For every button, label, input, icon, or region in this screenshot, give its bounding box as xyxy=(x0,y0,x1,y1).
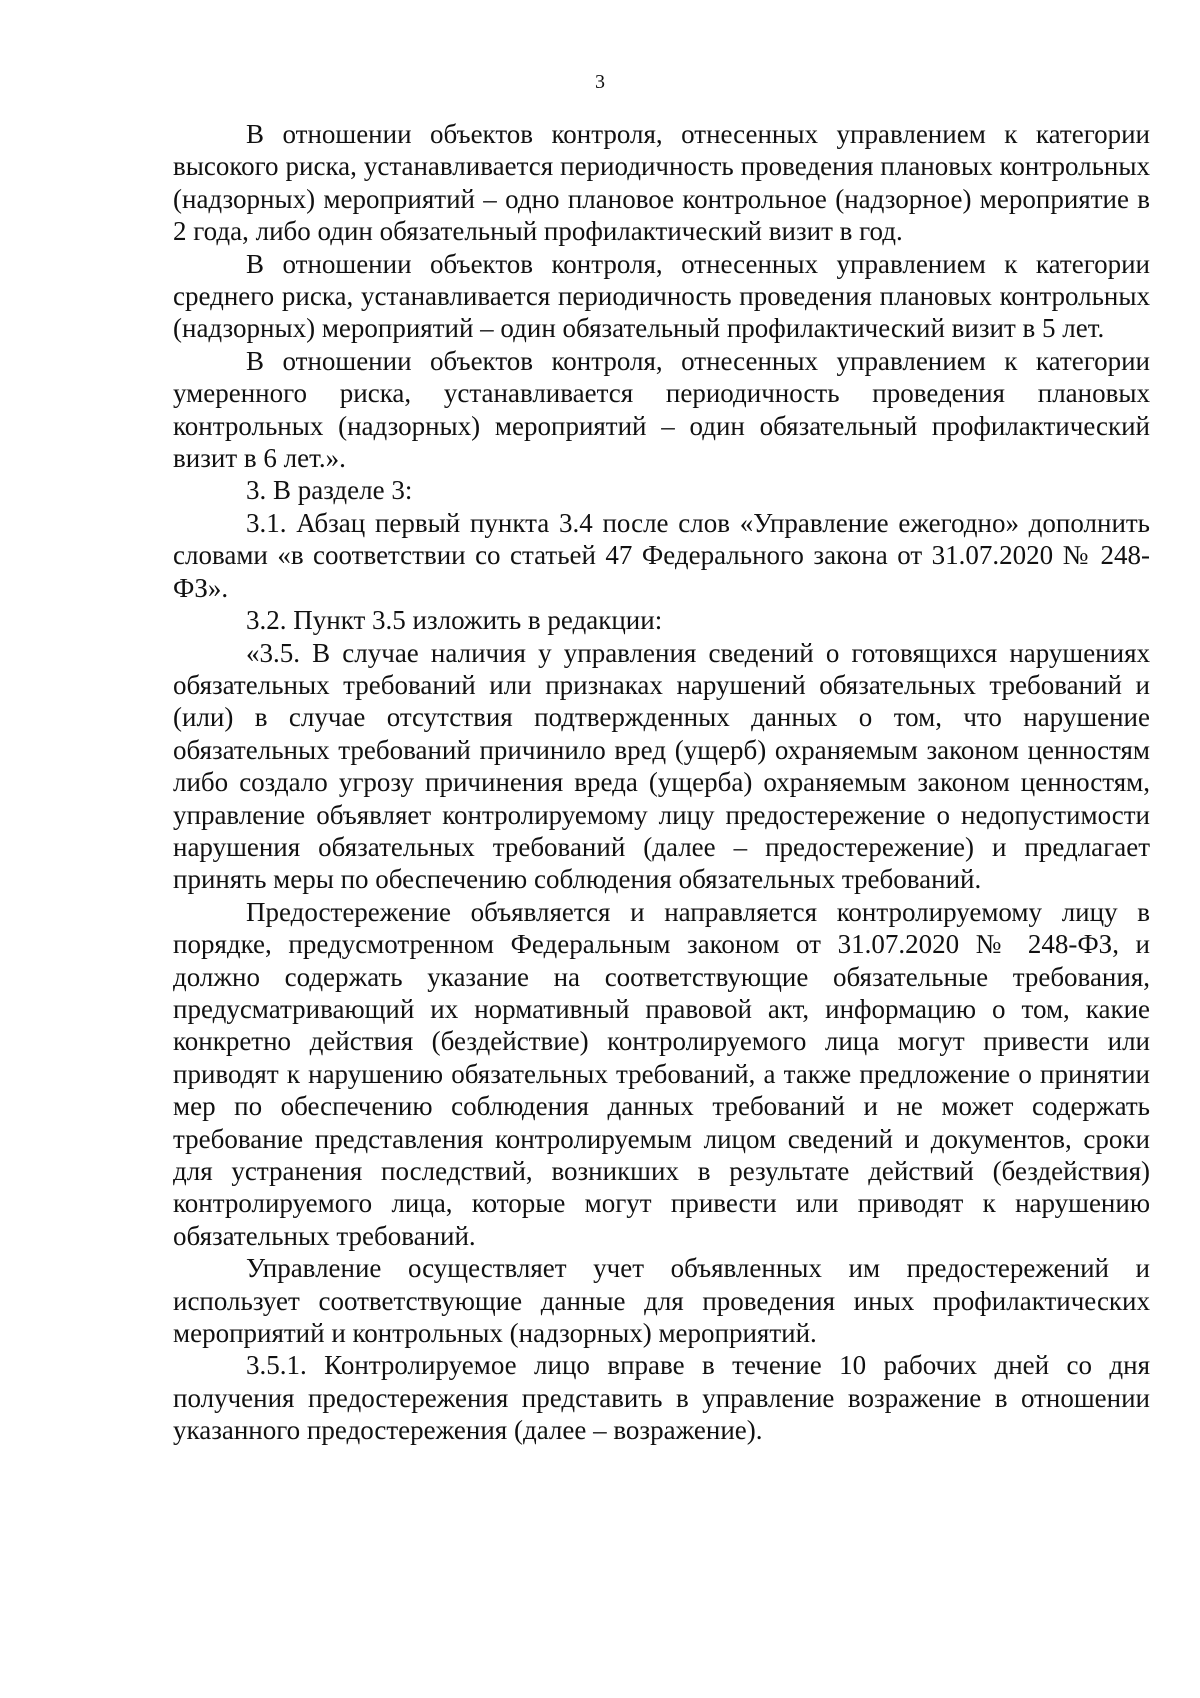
paragraph-high-risk: В отношении объектов контроля, отнесенных управлением к категории высокого риска, устанавливается периодичность проведения плановых контрольных (надзорных) мероприятий – одно плановое контрольное (надзорное) мероприятие в 2 года, либо один обязательный профилактический визит в год. xyxy=(173,119,1150,247)
paragraph-warning-accounting: Управление осуществляет учет объявленных им предостережений и использует соответствующие данные для проведения иных профилактических мероприятий и контрольных (надзорных) мероприятий. xyxy=(173,1253,1150,1349)
paragraph-warning-procedure: Предостережение объявляется и направляется контролируемому лицу в порядке, предусмотренном Федеральным законом от 31.07.2020 № 248-ФЗ, и должно содержать указание на соответствующие обязательные требования, предусматривающий их нормативный правовой акт, информацию о том, какие конкретно действия (бездействие) контролируемого лица могут привести или приводят к нарушению обязательных требований, а также предложение о принятии мер по обеспечению соблюдения данных требований и не может содержать требование представления контролируемым лицом сведений и документов, сроки для устранения последствий, возникших в результате действий (бездействия) контролируемого лица, которые могут привести или приводят к нарушению обязательных требований. xyxy=(173,896,1150,1251)
paragraph-medium-risk: В отношении объектов контроля, отнесенных управлением к категории среднего риска, устанавливается периодичность проведения плановых контрольных (надзорных) мероприятий – один обязательный профилактический визит в 5 лет. xyxy=(173,248,1150,344)
paragraph-3-1: 3.1. Абзац первый пункта 3.4 после слов «Управление ежегодно» дополнить словами «в соответствии со статьей 47 Федерального закона от 31.07.2020 № 248-ФЗ». xyxy=(173,507,1150,603)
paragraph-3-5: «3.5. В случае наличия у управления сведений о готовящихся нарушениях обязательных требований или признаках нарушений обязательных требований и (или) в случае отсутствия подтвержденных данных о том, что нарушение обязательных требований причинило вред (ущерб) охраняемым законом ценностям либо создало угрозу причинения вреда (ущерба) охраняемым законом ценностям, управление объявляет контролируемому лицу предостережение о недопустимости нарушения обязательных требований (далее – предостережение) и предлагает принять меры по обеспечению соблюдения обязательных требований. xyxy=(173,637,1150,895)
paragraph-section-3: 3. В разделе 3: xyxy=(246,475,413,506)
paragraph-3-2: 3.2. Пункт 3.5 изложить в редакции: xyxy=(246,605,663,636)
document-body xyxy=(173,118,1150,1447)
page-number: 3 xyxy=(595,71,605,93)
paragraph-moderate-risk: В отношении объектов контроля, отнесенных управлением к категории умеренного риска, устанавливается периодичность проведения плановых контрольных (надзорных) мероприятий – один обязательный профилактический визит в 6 лет.». xyxy=(173,345,1150,474)
paragraph-3-5-1: 3.5.1. Контролируемое лицо вправе в течение 10 рабочих дней со дня получения предостережения представить в управление возражение в отношении указанного предостережения (далее – возражение). xyxy=(173,1350,1150,1446)
